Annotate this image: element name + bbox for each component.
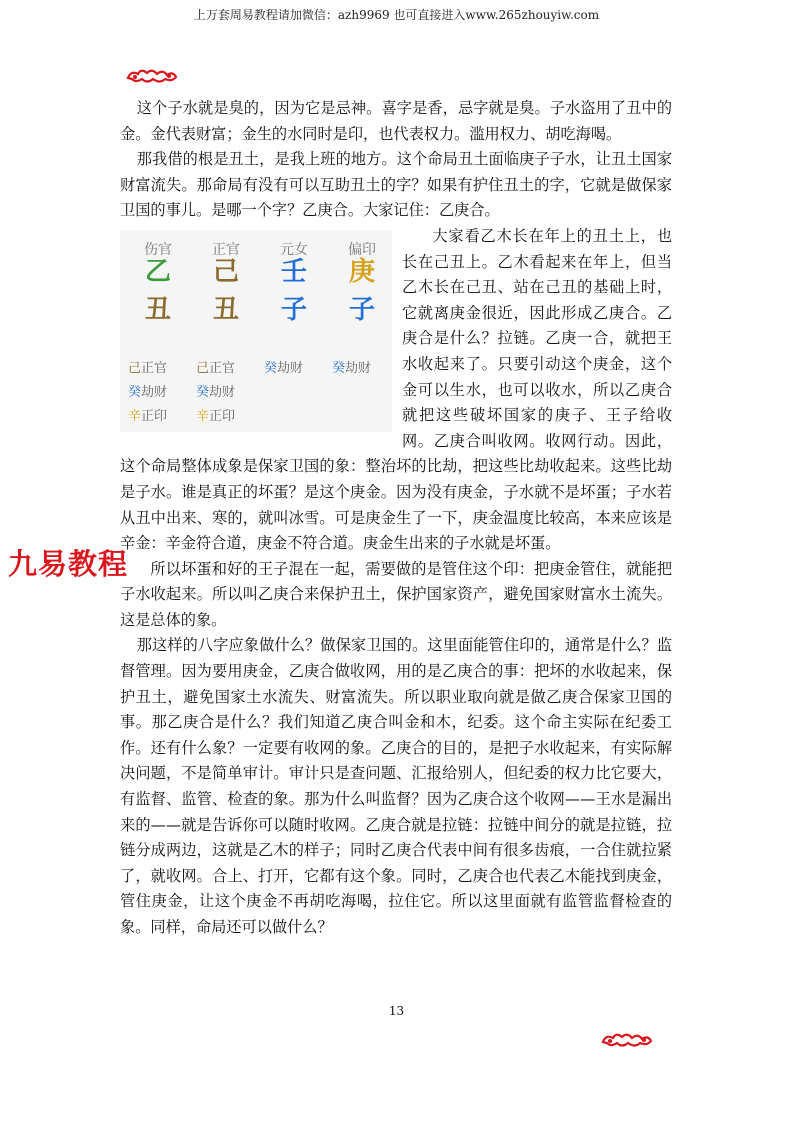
bazi-chart <box>120 230 392 432</box>
cloud-ornament-bottom-icon <box>600 1030 654 1050</box>
hidden-stem-god: 劫财 <box>345 360 372 376</box>
cloud-ornament-top-icon <box>125 66 179 86</box>
hidden-stem-char: 己 <box>196 360 210 376</box>
paragraph: 所以坏蛋和好的王子混在一起，需要做的是管住这个印：把庚金管住，就能把子水收起来。所以叫乙庚合来保护丑土，保护国家资产，避免国家财富水土流失。这是总体的象。 <box>120 559 672 629</box>
ten-god-label: 偏印 <box>348 241 376 258</box>
heavenly-stem: 壬 <box>280 256 307 287</box>
hidden-stem-char: 癸 <box>264 360 278 376</box>
watermark-logo: 九易教程 <box>8 547 129 581</box>
hidden-stem <box>332 356 371 382</box>
hidden-stem-god: 正印 <box>141 408 168 424</box>
hidden-stem-char: 己 <box>128 360 142 376</box>
ten-god-label: 伤官 <box>144 241 172 258</box>
hidden-stem-char: 癸 <box>196 384 210 400</box>
bazi-chart-hidden-stems <box>120 342 392 432</box>
heavenly-stem: 庚 <box>348 256 375 287</box>
hidden-stem-god: 劫财 <box>209 384 236 400</box>
heavenly-stem: 己 <box>212 256 239 287</box>
hidden-stem-char: 辛 <box>128 408 142 424</box>
earthly-branch: 丑 <box>212 294 239 325</box>
page-content <box>120 96 672 941</box>
ten-god-label: 正官 <box>212 241 240 258</box>
earthly-branch: 子 <box>348 294 375 325</box>
hidden-stem <box>196 404 235 430</box>
earthly-branch: 子 <box>280 294 307 325</box>
hidden-stem-char: 癸 <box>128 384 142 400</box>
page-number: 13 <box>388 1004 405 1018</box>
paragraph: 这个子水就是臭的，因为它是忌神。喜字是香，忌字就是臭。子水盗用了丑中的金。金代表财富；金生的水同时是印，也代表权力。滥用权力、胡吃海喝。 <box>120 99 672 143</box>
hidden-stem-char: 辛 <box>196 408 210 424</box>
ten-god-label: 元女 <box>280 241 308 258</box>
paragraph: 大家看乙木长在年上的丑土上，也长在己丑上。乙木看起来在年上，但当乙木长在己丑、站在己丑的基础上时，它就离庚金很近，因此形成乙庚合。乙庚合是什么？拉链。乙庚一合，就把王水收起来了。只要引动这个庚金，这个金可以生水，也可以收水，所以乙庚合就把这些破坏国家的庚子、王子给收网。乙庚合叫收网。收网行动。因此，这个命局整体成象是保家卫国的象：整治坏的比劫，把这些比劫收起来。这些比劫是子水。谁是真正的坏蛋？是这个庚金。因为没有庚金，子水就不是坏蛋；子水若从丑中出来、寒的，就叫冰雪。可是庚金生了一下，庚金温度比较高，本来应该是辛金：辛金符合道，庚金不符合道。庚金生出来的子水就是坏蛋。 <box>120 226 672 553</box>
page-header: 上万套周易教程请加微信：azh9969 也可直接进入www.265zhouyiw.com <box>193 8 600 22</box>
hidden-stem-god: 劫财 <box>141 384 168 400</box>
hidden-stem <box>196 356 235 382</box>
hidden-stem-god: 正官 <box>141 360 168 376</box>
hidden-stem-god: 正官 <box>209 360 236 376</box>
bazi-chart-main <box>120 230 392 342</box>
earthly-branch: 丑 <box>144 294 171 325</box>
hidden-stem <box>128 356 167 382</box>
hidden-stem-god: 劫财 <box>277 360 304 376</box>
hidden-stem <box>128 380 167 406</box>
paragraph: 那这样的八字应象做什么？做保家卫国的。这里面能管住印的，通常是什么？监督管理。因为要用庚金，乙庚合做收网，用的是乙庚合的事：把坏的水收起来，保护丑土，避免国家土水流失、财富流失。所以职业取向就是做乙庚合保家卫国的事。那乙庚合是什么？我们知道乙庚合叫金和木，纪委。这个命主实际在纪委工作。还有什么象？一定要有收网的象。乙庚合的目的，是把子水收起来，有实际解决问题，不是简单审计。审计只是查问题、汇报给别人，但纪委的权力比它要大，有监督、监管、检查的象。那为什么叫监督？因为乙庚合这个收网——王水是漏出来的——就是告诉你可以随时收网。乙庚合就是拉链：拉链中间分的就是拉链，拉链分成两边，这就是乙木的样子；同时乙庚合代表中间有很多齿痕，一合住就拉紧了，就收网。合上、打开，它都有这个象。同时，乙庚合也代表乙木能找到庚金，管住庚金，让这个庚金不再胡吃海喝，拉住它。所以这里面就有监管监督检查的象。同样，命局还可以做什么？ <box>120 636 672 936</box>
hidden-stem <box>196 380 235 406</box>
paragraph: 那我借的根是丑土，是我上班的地方。这个命局丑土面临庚子子水，让丑土国家财富流失。那命局有没有可以互助丑土的字？如果有护住丑土的字，它就是做保家卫国的事儿。是哪一个字？乙庚合。大家记住：乙庚合。 <box>120 150 672 220</box>
heavenly-stem: 乙 <box>144 256 171 287</box>
hidden-stem <box>264 356 303 382</box>
hidden-stem <box>128 404 167 430</box>
hidden-stem-god: 正印 <box>209 408 236 424</box>
hidden-stem-char: 癸 <box>332 360 346 376</box>
